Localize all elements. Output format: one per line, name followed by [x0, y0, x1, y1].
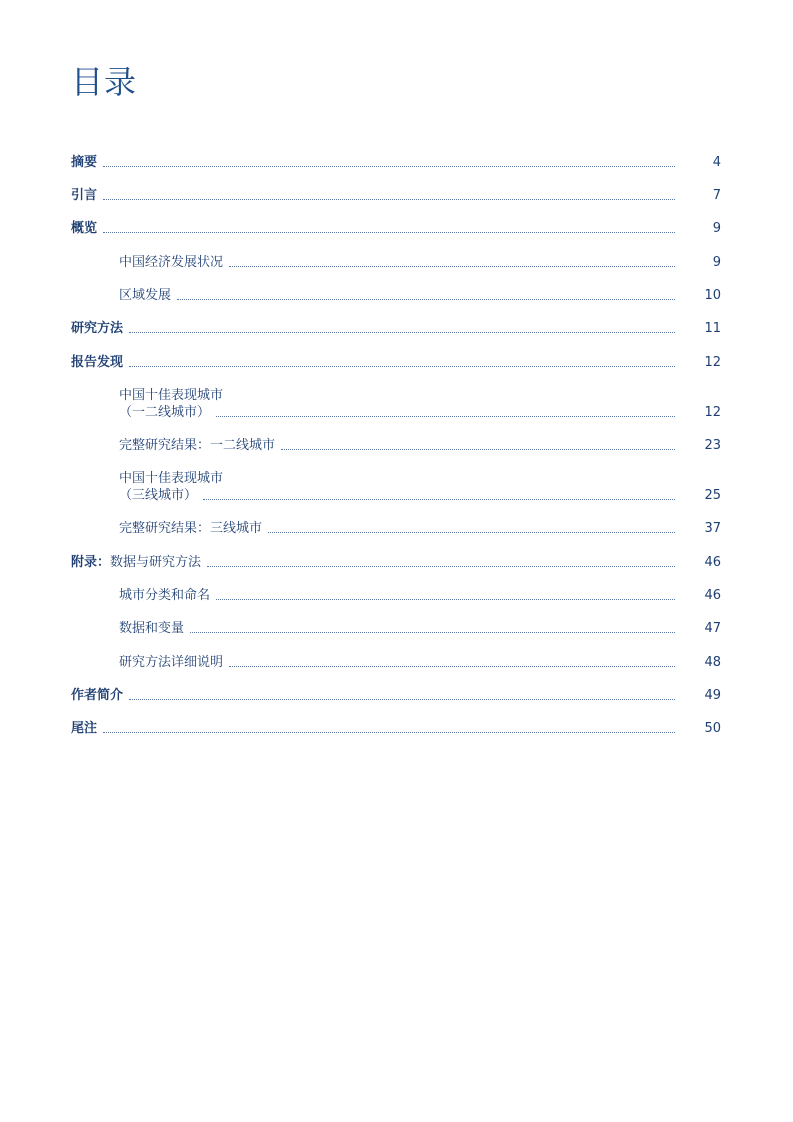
- toc-entry-label: 尾注: [71, 721, 98, 736]
- dot-leader: [103, 232, 675, 233]
- toc-page-number: 47: [704, 621, 721, 636]
- toc-entry-endnotes[interactable]: [71, 720, 721, 737]
- dot-leader: [203, 499, 675, 500]
- toc-page-number: 37: [704, 521, 721, 536]
- toc-entry-label: （一二线城市）: [119, 405, 211, 420]
- dot-leader: [103, 732, 675, 733]
- toc-entry-introduction[interactable]: [71, 187, 721, 204]
- toc-entry-label: 摘要: [71, 155, 98, 170]
- dot-leader: [103, 199, 675, 200]
- toc-page-number: 10: [704, 288, 721, 303]
- toc-entry-authors[interactable]: [71, 687, 721, 704]
- toc-page-number: 48: [704, 655, 721, 670]
- toc-page-number: 46: [704, 555, 721, 570]
- toc-entry-label: 研究方法详细说明: [119, 655, 224, 670]
- dot-leader: [229, 666, 675, 667]
- toc-page-number: 12: [704, 405, 721, 420]
- toc-page-number: 9: [712, 255, 721, 270]
- dot-leader: [129, 699, 675, 700]
- toc-entry-methodology-detail[interactable]: [71, 654, 721, 671]
- toc-page-number: 12: [704, 355, 721, 370]
- toc-entry-label: 数据和变量: [119, 621, 185, 636]
- toc-entry-label-line1: 中国十佳表现城市: [119, 471, 224, 486]
- toc-page-number: 23: [704, 438, 721, 453]
- dot-leader: [129, 366, 675, 367]
- toc-page-number: 9: [712, 221, 721, 236]
- toc-entry-label-prefix: 附录：: [71, 555, 111, 570]
- toc-entry-label: 报告发现: [71, 355, 124, 370]
- toc-entry-label: 完整研究结果：三线城市: [119, 521, 263, 536]
- dot-leader: [129, 332, 675, 333]
- toc-entry-label: 研究方法: [71, 321, 124, 336]
- dot-leader: [190, 632, 675, 633]
- toc-entry-full-results-tier12[interactable]: [71, 437, 721, 454]
- toc-entry-full-results-tier3[interactable]: [71, 520, 721, 537]
- toc-entry-summary[interactable]: [71, 154, 721, 171]
- toc-entry-top10-tier12[interactable]: [71, 387, 721, 421]
- dot-leader: [268, 532, 675, 533]
- toc-page-number: 50: [704, 721, 721, 736]
- toc-entry-city-classification[interactable]: [71, 587, 721, 604]
- toc-entry-data-variables[interactable]: [71, 620, 721, 637]
- dot-leader: [216, 599, 675, 600]
- toc-page-number: 7: [712, 188, 721, 203]
- dot-leader: [281, 449, 675, 450]
- toc-entry-label: 城市分类和命名: [119, 588, 211, 603]
- toc-entry-label: （三线城市）: [119, 488, 198, 503]
- dot-leader: [177, 299, 675, 300]
- toc-page-number: 49: [704, 688, 721, 703]
- toc-entry-overview[interactable]: [71, 220, 721, 237]
- toc-entry-label: 作者简介: [71, 688, 124, 703]
- toc-page-number: 4: [712, 155, 721, 170]
- toc-entry-label: 完整研究结果：一二线城市: [119, 438, 276, 453]
- toc-entry-methodology[interactable]: [71, 320, 721, 337]
- page-title: 目录: [71, 63, 138, 101]
- toc-entry-label: 概览: [71, 221, 98, 236]
- dot-leader: [216, 416, 675, 417]
- toc-entry-regional-development[interactable]: [71, 287, 721, 304]
- toc-entry-china-economy[interactable]: [71, 254, 721, 271]
- toc-entry-top10-tier3[interactable]: [71, 470, 721, 504]
- toc-entry-label: 数据与研究方法: [110, 555, 202, 570]
- toc-entry-appendix[interactable]: [71, 554, 721, 571]
- toc-entry-label: 区域发展: [119, 288, 172, 303]
- toc-entry-label: 中国经济发展状况: [119, 255, 224, 270]
- toc-page-number: 25: [704, 488, 721, 503]
- toc-entry-label-line1: 中国十佳表现城市: [119, 388, 224, 403]
- dot-leader: [207, 566, 675, 567]
- toc-page-number: 46: [704, 588, 721, 603]
- toc-page-number: 11: [704, 321, 721, 336]
- dot-leader: [103, 166, 675, 167]
- dot-leader: [229, 266, 675, 267]
- toc-entry-label: 引言: [71, 188, 98, 203]
- toc-entry-findings[interactable]: [71, 354, 721, 371]
